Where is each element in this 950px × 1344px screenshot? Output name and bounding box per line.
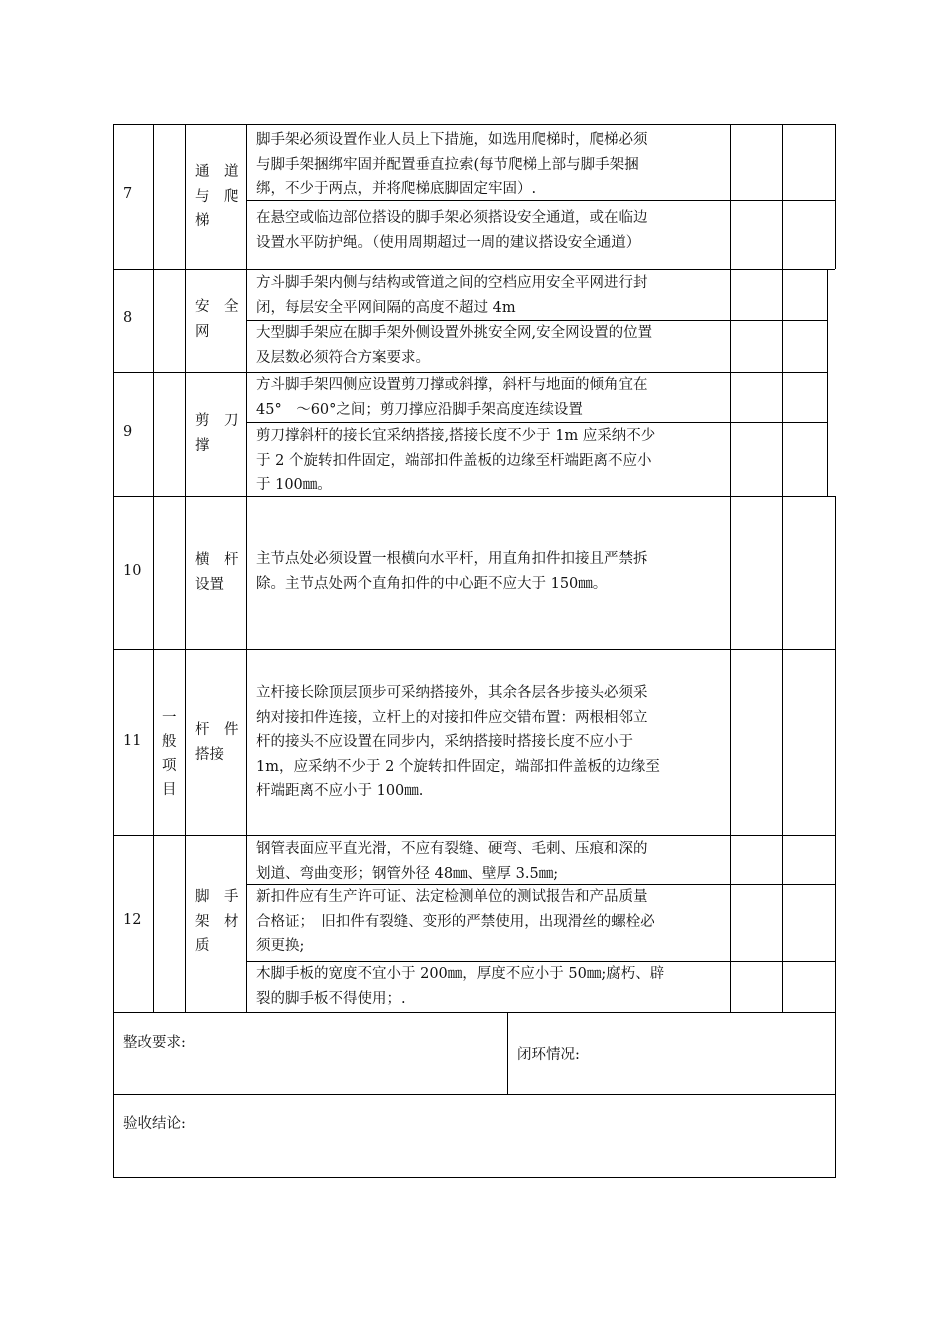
item-name-line: 通 道 <box>195 164 239 180</box>
requirement-line: 脚手架必须设置作业人员上下措施，如选用爬梯时，爬梯必须 <box>256 132 648 148</box>
requirement-line: 木脚手板的宽度不宜小于 200㎜，厚度不应小于 50㎜;腐朽、辟 <box>256 966 665 982</box>
requirement-line: 方斗脚手架四侧应设置剪刀撑或斜撑，斜杆与地面的倾角宜在 <box>256 377 648 393</box>
requirement-line: 划道、弯曲变形；钢管外径 48㎜、壁厚 3.5㎜; <box>256 865 559 882</box>
item-name-line: 搭接 <box>195 746 224 763</box>
requirement-line: 剪刀撑斜杆的接长宜采纳搭接,搭接长度不少于 1m 应采纳不少 <box>256 428 656 444</box>
row-number: 9 <box>123 424 133 440</box>
requirement-line: 45° ～60°之间；剪刀撑应沿脚手架高度连续设置 <box>256 401 583 418</box>
item-name-line: 杆 件 <box>195 722 239 738</box>
category-char: 般 <box>162 734 177 750</box>
item-name-line: 撑 <box>195 437 210 454</box>
closure-status-label: 闭环情况: <box>517 1047 580 1063</box>
category-char: 目 <box>162 782 177 798</box>
inspection-requirement <box>256 681 660 804</box>
category-label <box>162 706 177 802</box>
inspection-requirement <box>256 424 655 498</box>
inspection-requirement <box>256 206 648 255</box>
item-name <box>195 160 239 234</box>
requirement-line: 钢管表面应平直光滑，不应有裂缝、硬弯、毛刺、压痕和深的 <box>256 841 648 857</box>
requirement-line: 除。主节点处两个直角扣件的中心距不应大于 150㎜。 <box>256 575 608 592</box>
row-number: 12 <box>123 912 142 928</box>
requirement-line: 大型脚手架应在脚手架外侧设置外挑安全网,安全网设置的位置 <box>256 325 653 341</box>
inspection-requirement <box>256 962 664 1011</box>
inspection-requirement <box>256 271 648 320</box>
requirement-line: 方斗脚手架内侧与结构或管道之间的空档应用安全平网进行封 <box>256 275 648 291</box>
item-name <box>195 548 239 597</box>
item-name-line: 设置 <box>195 576 224 593</box>
inspection-requirement <box>256 321 652 370</box>
requirement-line: 于 100㎜。 <box>256 477 332 493</box>
acceptance-conclusion-label: 验收结论: <box>123 1116 186 1132</box>
category-char: 项 <box>162 758 177 774</box>
requirement-line: 与脚手架捆绑牢固并配置垂直拉索(每节爬梯上部与脚手架捆 <box>256 156 639 173</box>
item-name-line: 安 全 <box>195 299 239 315</box>
inspection-requirement <box>256 128 648 202</box>
requirement-line: 设置水平防护绳。（使用周期超过一周的建议搭设安全通道） <box>256 234 641 251</box>
requirement-line: 杆端距离不应小于 100㎜. <box>256 783 424 799</box>
requirement-line: 及层数必须符合方案要求。 <box>256 349 430 366</box>
requirement-line: 合格证； 旧扣件有裂缝、变形的严禁使用，出现滑丝的螺栓必 <box>256 913 655 930</box>
rectify-requirement-label: 整改要求: <box>123 1035 186 1051</box>
item-name-line: 脚 手 <box>195 889 239 905</box>
requirement-line: 杆的接头不应设置在同步内，采纳搭接时搭接长度不应小于 <box>256 734 633 750</box>
item-name <box>195 885 239 959</box>
requirement-line: 新扣件应有生产许可证、法定检测单位的测试报告和产品质量 <box>256 889 648 905</box>
requirement-line: 于 2 个旋转扣件固定，端部扣件盖板的边缘至杆端距离不应小 <box>256 452 652 469</box>
requirement-line: 须更换; <box>256 938 305 954</box>
item-name-line: 剪 刀 <box>195 413 239 429</box>
row-number: 8 <box>123 310 133 326</box>
inspection-requirement <box>256 547 648 596</box>
item-name-line: 梯 <box>195 213 210 229</box>
requirement-line: 裂的脚手板不得使用；. <box>256 990 406 1007</box>
item-name <box>195 718 239 767</box>
requirement-line: 绑，不少于两点，并将爬梯底脚固定牢固）. <box>256 181 537 197</box>
item-name-line: 网 <box>195 323 210 340</box>
requirement-line: 在悬空或临边部位搭设的脚手架必须搭设安全通道，或在临边 <box>256 210 648 226</box>
inspection-requirement <box>256 885 655 959</box>
requirement-line: 纳对接扣件连接，立杆上的对接扣件应交错布置：两根相邻立 <box>256 709 648 726</box>
category-char: 一 <box>162 710 177 726</box>
inspection-requirement <box>256 837 648 886</box>
requirement-line: 闭，每层安全平网间隔的高度不超过 4m <box>256 299 516 316</box>
row-number: 7 <box>123 186 133 202</box>
item-name-line: 与 爬 <box>195 188 239 205</box>
requirement-line: 1m，应采纳不少于 2 个旋转扣件固定，端部扣件盖板的边缘至 <box>256 758 660 775</box>
item-name-line: 质 <box>195 938 210 954</box>
item-name-line: 架 材 <box>195 913 239 930</box>
inspection-requirement <box>256 373 648 422</box>
item-name-line: 横 杆 <box>195 552 239 568</box>
row-number: 10 <box>123 563 142 579</box>
requirement-line: 主节点处必须设置一根横向水平杆，用直角扣件扣接且严禁拆 <box>256 551 648 567</box>
item-name <box>195 295 239 344</box>
requirement-line: 立杆接长除顶层顶步可采纳搭接外，其余各层各步接头必须采 <box>256 685 648 701</box>
row-number: 11 <box>123 733 142 749</box>
item-name <box>195 409 239 458</box>
